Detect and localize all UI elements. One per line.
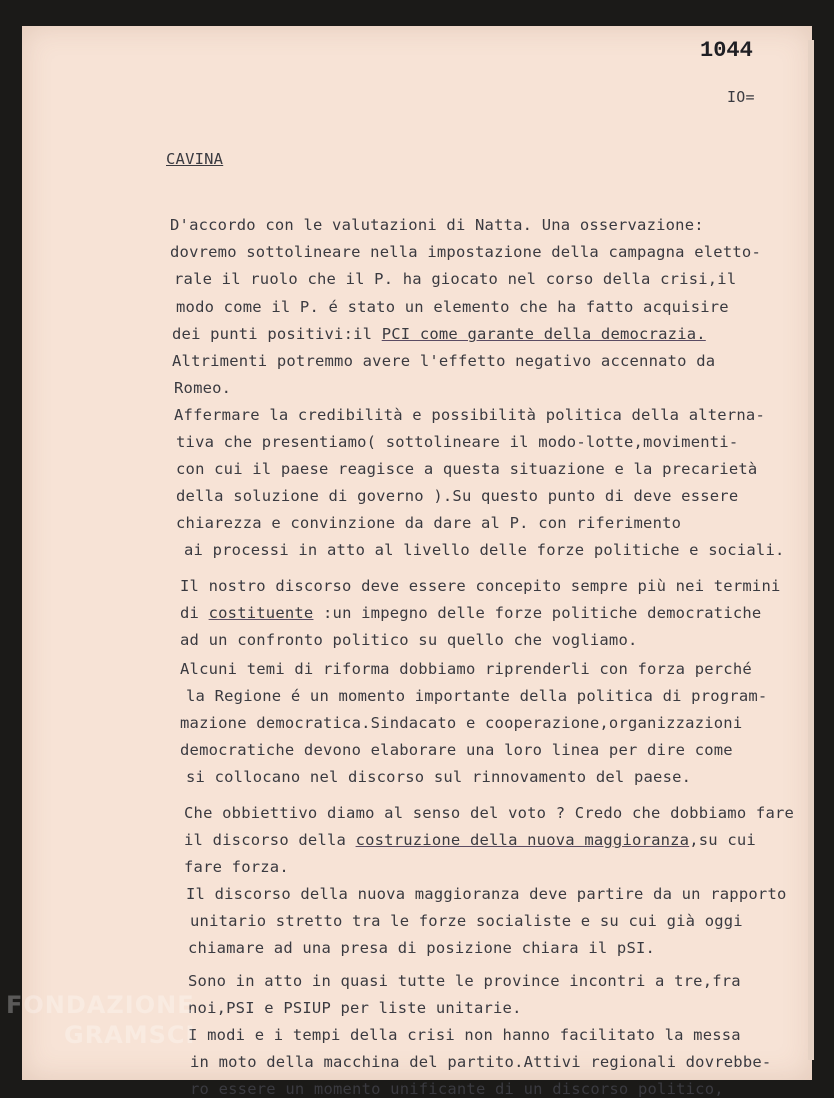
- text-line: Il discorso della nuova maggioranza deve partire da un rapporto: [186, 885, 787, 903]
- text-line: Alcuni temi di riforma dobbiamo riprenderli con forza perché: [180, 660, 752, 678]
- speaker-name: CAVINA: [166, 150, 224, 168]
- text-line: ai processi in atto al livello delle forze politiche e sociali.: [184, 541, 785, 559]
- text-segment: :un impegno delle forze politiche democratiche: [313, 604, 762, 622]
- text-line: Sono in atto in quasi tutte le province incontri a tre,fra: [188, 972, 741, 990]
- text-line: [180, 604, 761, 622]
- text-line: Affermare la credibilità e possibilità politica della alterna-: [174, 406, 765, 424]
- text-line: [184, 831, 756, 849]
- watermark-line-1: FONDAZIONE: [6, 991, 195, 1019]
- text-line: chiamare ad una presa di posizione chiara il pSI.: [188, 939, 656, 957]
- text-segment: dei punti positivi:il: [172, 325, 382, 343]
- text-line: mazione democratica.Sindacato e cooperazione,organizzazioni: [180, 714, 743, 732]
- underlined-phrase: costruzione della nuova maggioranza: [355, 831, 690, 849]
- text-line: D'accordo con le valutazioni di Natta. Una osservazione:: [170, 216, 704, 234]
- text-segment: il discorso della: [184, 831, 356, 849]
- folio-number: 1044: [700, 38, 753, 63]
- text-line: dovremo sottolineare nella impostazione della campagna eletto-: [170, 243, 761, 261]
- text-line: con cui il paese reagisce a questa situazione e la precarietà: [176, 460, 758, 478]
- text-line: noi,PSI e PSIUP per liste unitarie.: [188, 999, 522, 1017]
- text-line: unitario stretto tra le forze socialiste e su cui già oggi: [190, 912, 743, 930]
- page-code: IO=: [727, 88, 755, 106]
- text-line: si collocano nel discorso sul rinnovamento del paese.: [186, 768, 692, 786]
- watermark-line-2: GRAMSCI: [64, 1021, 196, 1049]
- text-line: Il nostro discorso deve essere concepito sempre più nei termini: [180, 577, 781, 595]
- text-line: fare forza.: [184, 858, 289, 876]
- text-line: chiarezza e convinzione da dare al P. con riferimento: [176, 514, 682, 532]
- text-line: ro essere un momento unificante di un discorso politico,: [190, 1080, 724, 1098]
- text-line: della soluzione di governo ).Su questo punto di deve essere: [176, 487, 739, 505]
- text-line: tiva che presentiamo( sottolineare il modo-lotte,movimenti-: [176, 433, 739, 451]
- fondazione-gramsci-watermark: [6, 990, 195, 1050]
- text-line: la Regione é un momento importante della politica di program-: [186, 687, 768, 705]
- underlined-word: costituente: [208, 604, 314, 622]
- text-line: Altrimenti potremmo avere l'effetto negativo accennato da: [172, 352, 716, 370]
- text-line: modo come il P. é stato un elemento che ha fatto acquisire: [176, 298, 729, 316]
- page-edge: [808, 40, 814, 1060]
- text-segment: ,su cui: [689, 831, 756, 849]
- text-line: democratiche devono elaborare una loro linea per dire come: [180, 741, 733, 759]
- text-line: rale il ruolo che il P. ha giocato nel corso della crisi,il: [174, 270, 737, 288]
- text-line: in moto della macchina del partito.Attivi regionali dovrebbe-: [190, 1053, 772, 1071]
- text-line: Che obbiettivo diamo al senso del voto ? Credo che dobbiamo fare: [184, 804, 795, 822]
- underlined-phrase: PCI come garante della democrazia.: [381, 325, 706, 343]
- text-line: I modi e i tempi della crisi non hanno facilitato la messa: [188, 1026, 741, 1044]
- text-line: [172, 325, 706, 343]
- text-segment: di: [180, 604, 209, 622]
- text-line: ad un confronto politico su quello che vogliamo.: [180, 631, 638, 649]
- text-line: Romeo.: [174, 379, 232, 397]
